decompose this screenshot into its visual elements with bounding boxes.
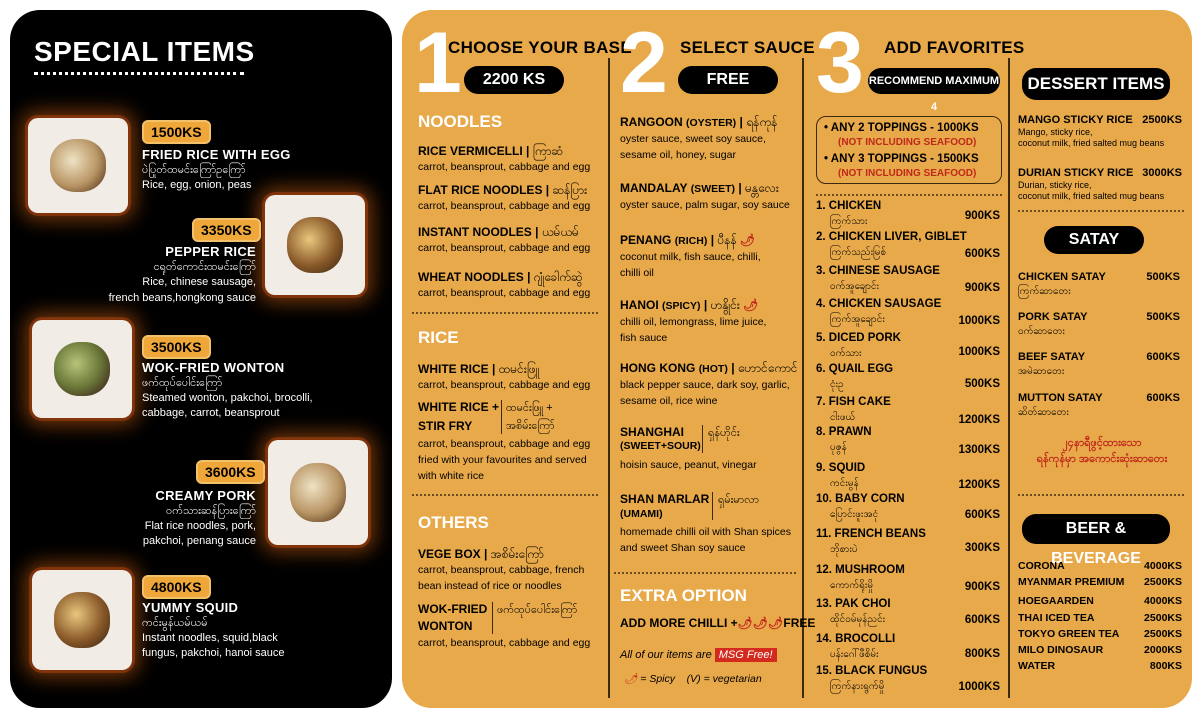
sauce-item: SHANGHAI [620, 425, 685, 439]
topping-price: 300KS [964, 542, 1000, 554]
rice-stir-mm: အစိမ်းကြော် [506, 420, 555, 432]
noodle-desc: carrot, beansprout, cabbage and egg [418, 161, 591, 173]
topping-mm: ကောက်ရိုးမှို [830, 580, 874, 591]
price-badge: 3350KS [192, 218, 261, 242]
column-divider [1008, 58, 1010, 698]
topping-mm: ပုဇွန် [830, 442, 847, 453]
chilli-icon: 🌶🌶🌶 [737, 616, 784, 630]
food-box-image [265, 195, 365, 295]
no-seafood-note: (NOT INCLUDING SEAFOOD) [838, 137, 977, 148]
sauce-desc: oyster sauce, sweet soy sauce, [620, 133, 766, 145]
others-item: WOK-FRIED [418, 602, 488, 616]
beverage-price: 2000KS [1144, 644, 1182, 656]
extra-option-title: EXTRA OPTION [620, 586, 747, 605]
sauce-desc: chilli oil [620, 267, 654, 279]
item-name: CREAMY PORK [155, 488, 256, 503]
noodle-desc: carrot, beansprout, cabbage and egg [418, 242, 591, 254]
column-divider [608, 58, 610, 698]
item-desc: pakchoi, penang sauce [142, 535, 256, 547]
topping-mm: ပန်းဂေါ်ဖီစိမ်း [830, 649, 879, 660]
topping-mm: ကြက်သား [830, 216, 868, 227]
divider [816, 194, 1002, 196]
sauce-item: HANOI (SPICY) | ဟနွိုင်း 🌶 [620, 298, 759, 312]
beverage-price: 800KS [1149, 660, 1182, 672]
topping-price: 1000KS [958, 681, 1000, 693]
topping-price: 900KS [964, 581, 1000, 593]
rice-stir-mm: ထမင်းဖြူ + [506, 402, 553, 414]
dessert-name: MANGO STICKY RICE [1018, 114, 1133, 126]
divider [501, 400, 502, 434]
item-name: FRIED RICE WITH EGG [142, 147, 291, 162]
sauce-item: SHAN MARLAR [620, 492, 710, 506]
sauce-desc: and sweet Shan soy sauce [620, 542, 746, 554]
special-items-panel [10, 10, 392, 708]
others-mm: ဖက်ထုပ်ပေါင်းကြော် [497, 604, 578, 616]
food-box-image [28, 118, 128, 213]
beverage-name: THAI ICED TEA [1018, 612, 1095, 624]
beverage-name: MILO DINOSAUR [1018, 644, 1104, 656]
sauce-item: RANGOON (OYSTER) | ရန်ကုန် [620, 115, 778, 129]
food-box-image [32, 570, 132, 670]
column-divider [802, 58, 804, 698]
topping-name: 10. BABY CORN [816, 493, 905, 505]
satay-mm: ဝက်ဆာတေး [1018, 326, 1065, 337]
step-number: 2 [620, 15, 668, 111]
topping-mm: ငုံးဥ [830, 379, 844, 390]
item-name: YUMMY SQUID [142, 600, 239, 615]
topping-name: 14. BROCOLLI [816, 633, 896, 645]
step-number: 1 [414, 15, 462, 111]
noodle-item: INSTANT NOODLES | ယမ်ယမ် [418, 225, 579, 239]
topping-mm: ငါးဖယ် [830, 412, 856, 423]
item-desc: cabbage, carrot, beansprout [142, 407, 280, 419]
item-name-mm: ဝက်သားဆန်ပြားကြော် [166, 505, 256, 517]
beverage-price: 4000KS [1144, 595, 1182, 607]
topping-name: 1. CHICKEN [816, 200, 882, 212]
noodle-item: RICE VERMICELLI | ကြာဆံ [418, 144, 563, 158]
step-title: SELECT SAUCE [680, 38, 815, 57]
price-badge: 3500KS [142, 335, 211, 359]
no-seafood-note: (NOT INCLUDING SEAFOOD) [838, 168, 977, 179]
satay-title: SATAY [1044, 226, 1144, 254]
divider [412, 312, 598, 314]
step-number: 3 [816, 15, 864, 111]
rice-stir-item: STIR FRY [418, 419, 473, 433]
topping-mm: ကြက်နားရွက်မှို [830, 681, 885, 692]
satay-note: ရန်ကုန်မှာ အကောင်းဆုံးဆာတေး [1036, 453, 1168, 465]
topping-mm: ထိုင်ဝမ်မုန်ညင်း [830, 614, 886, 625]
topping-mm: ပြောင်းဖူးအငုံ [830, 509, 879, 520]
noodle-item: WHEAT NOODLES | ဂျုံခေါက်ဆွဲ [418, 270, 583, 284]
price-badge: 1500KS [142, 120, 211, 144]
topping-name: 11. FRENCH BEANS [816, 528, 926, 540]
satay-price: 600KS [1146, 351, 1180, 363]
beverage-price: 2500KS [1144, 576, 1182, 588]
sauce-item: HONG KONG (HOT) | ဟောင်ကောင် [620, 361, 798, 375]
section-title-rice: RICE [418, 328, 459, 347]
others-item: VEGE BOX | အစိမ်းကြော် [418, 547, 544, 561]
sauce-desc: black pepper sauce, dark soy, garlic, [620, 379, 790, 391]
others-desc: carrot, beansprout, cabbage, french [418, 564, 585, 576]
combo-line: • ANY 3 TOPPINGS - 1500KS [824, 153, 979, 165]
topping-price: 500KS [964, 378, 1000, 390]
dessert-desc: coconut milk, fried salted mug beans [1018, 191, 1165, 201]
rice-stir-desc: fried with your favourites and served [418, 454, 587, 466]
topping-name: 15. BLACK FUNGUS [816, 665, 928, 677]
others-desc: carrot, beansprout, cabbage and egg [418, 637, 591, 649]
price-badge: 4800KS [142, 575, 211, 599]
noodle-desc: carrot, beansprout, cabbage and egg [418, 200, 591, 212]
item-desc: Rice, chinese sausage, [142, 276, 256, 288]
sauce-desc: hoisin sauce, peanut, vinegar [620, 459, 757, 471]
topping-name: 9. SQUID [816, 462, 866, 474]
beverage-name: WATER [1018, 660, 1056, 672]
topping-price: 600KS [964, 509, 1000, 521]
topping-price: 1000KS [958, 346, 1000, 358]
build-your-own-panel [402, 10, 1192, 708]
others-desc: bean instead of rice or noodles [418, 580, 562, 592]
sauce-tag: (SWEET+SOUR) [620, 440, 701, 452]
topping-name: 13. PAK CHOI [816, 598, 891, 610]
dessert-price: 2500KS [1142, 114, 1182, 126]
topping-name: 4. CHICKEN SAUSAGE [816, 298, 942, 310]
divider [614, 572, 796, 574]
step-title: CHOOSE YOUR BASE [448, 38, 632, 57]
beverage-price: 2500KS [1144, 628, 1182, 640]
rice-item: WHITE RICE | ထမင်းဖြူ [418, 362, 540, 376]
dessert-desc: Durian, sticky rice, [1018, 180, 1092, 190]
title-underline [34, 72, 244, 75]
satay-mm: အမဲဆာတေး [1018, 366, 1065, 377]
sauce-tag: (UMAMI) [620, 508, 663, 520]
divider [412, 494, 598, 496]
sauce-price-pill: FREE [678, 66, 778, 94]
combo-line: • ANY 2 TOPPINGS - 1000KS [824, 122, 979, 134]
topping-mm: ကြက်အူချောင်း [830, 314, 885, 325]
noodle-desc: carrot, beansprout, cabbage and egg [418, 287, 591, 299]
noodle-item: FLAT RICE NOODLES | ဆန်ပြား [418, 183, 588, 197]
satay-price: 500KS [1146, 271, 1180, 283]
item-name-mm: ဖက်ထုပ်ပေါင်းကြော် [142, 377, 223, 389]
rice-desc: carrot, beansprout, cabbage and egg [418, 379, 591, 391]
chilli-icon: 🌶 [740, 233, 756, 247]
others-item: WONTON [418, 619, 473, 633]
section-title-noodles: NOODLES [418, 112, 503, 131]
rice-stir-desc: with white rice [418, 470, 484, 482]
item-desc: Rice, egg, onion, peas [142, 179, 252, 191]
topping-name: 7. FISH CAKE [816, 396, 891, 408]
satay-price: 600KS [1146, 392, 1180, 404]
beverage-name: CORONA [1018, 560, 1065, 572]
satay-name: PORK SATAY [1018, 311, 1088, 323]
satay-note: ၂၄နာရီဖွင့်ထားသော [1062, 437, 1142, 449]
satay-name: MUTTON SATAY [1018, 392, 1103, 404]
dessert-desc: coconut milk, fried salted mug beans [1018, 138, 1165, 148]
food-box-image [32, 320, 132, 418]
sauce-desc: coconut milk, fish sauce, chilli, [620, 251, 761, 263]
topping-mm: ကင်းမွန် [830, 478, 859, 489]
satay-name: BEEF SATAY [1018, 351, 1086, 363]
beverage-title: BEER & BEVERAGE [1022, 514, 1170, 544]
topping-price: 1200KS [958, 479, 1000, 491]
sauce-desc: oyster sauce, palm sugar, soy sauce [620, 199, 790, 211]
item-name-mm: ငရုတ်ကောင်းထမင်းကြော် [153, 261, 256, 273]
beverage-name: TOKYO GREEN TEA [1018, 628, 1120, 640]
topping-price: 600KS [964, 248, 1000, 260]
sauce-desc: chilli oil, lemongrass, lime juice, [620, 316, 767, 328]
item-name-mm: ပဲပြုတ်ထမင်းကြော်ဥကြော် [142, 164, 246, 176]
satay-name: CHICKEN SATAY [1018, 271, 1106, 283]
base-price-pill: 2200 KS [464, 66, 564, 94]
topping-price: 1300KS [958, 444, 1000, 456]
food-box-image [268, 440, 368, 545]
sauce-mm: ရှမ်းမာလာ [718, 494, 760, 506]
divider [1018, 210, 1184, 212]
sauce-item: MANDALAY (SWEET) | မန္တလေး [620, 181, 779, 195]
item-name: WOK-FRIED WONTON [142, 360, 285, 375]
divider [1018, 494, 1184, 496]
legend: 🌶 = Spicy (V) = vegetarian [624, 673, 762, 685]
item-desc: Steamed wonton, pakchoi, brocolli, [142, 392, 313, 404]
recommend-pill: RECOMMEND MAXIMUM 4 [868, 68, 1000, 94]
divider [702, 425, 703, 453]
dessert-title: DESSERT ITEMS [1022, 68, 1170, 100]
topping-mm: ဝက်သား [830, 348, 862, 359]
dessert-desc: Mango, sticky rice, [1018, 127, 1093, 137]
sauce-desc: sesame oil, rice wine [620, 395, 718, 407]
item-desc: fungus, pakchoi, hanoi sauce [142, 647, 285, 659]
sauce-mm: ရှန်ဟိုင်း [708, 427, 740, 439]
msg-free-note: All of our items are MSG Free! [620, 649, 777, 661]
chilli-icon: 🌶 [624, 673, 638, 685]
item-desc: french beans,hongkong sauce [108, 292, 256, 304]
satay-mm: ဆိတ်ဆာတေး [1018, 407, 1069, 418]
topping-name: 5. DICED PORK [816, 332, 901, 344]
rice-stir-item: WHITE RICE + [418, 400, 500, 414]
chilli-icon: 🌶 [743, 298, 759, 312]
satay-mm: ကြက်ဆာတေး [1018, 286, 1071, 297]
extra-chilli-line: ADD MORE CHILLI +🌶🌶🌶FREE [620, 616, 816, 630]
sauce-desc: homemade chilli oil with Shan spices [620, 526, 791, 538]
item-name-mm: ကင်းမွန်ယမ်ယမ် [142, 617, 208, 629]
dessert-name: DURIAN STICKY RICE [1018, 167, 1134, 179]
topping-price: 900KS [964, 210, 1000, 222]
topping-price: 600KS [964, 614, 1000, 626]
sauce-item: PENANG (RICH) | ပီနန် 🌶 [620, 233, 756, 247]
topping-mm: ဘိုစားပဲ [830, 544, 858, 555]
dessert-price: 3000KS [1142, 167, 1182, 179]
divider [712, 492, 713, 520]
topping-name: 12. MUSHROOM [816, 564, 905, 576]
price-badge: 3600KS [196, 460, 265, 484]
topping-mm: ဝက်အူချောင်း [830, 281, 880, 292]
rice-stir-desc: carrot, beansprout, cabbage and egg [418, 438, 591, 450]
msg-free-badge: MSG Free! [715, 648, 777, 662]
topping-mm: ကြက်သည်းမြစ် [830, 247, 887, 258]
beverage-price: 2500KS [1144, 612, 1182, 624]
topping-price: 800KS [964, 648, 1000, 660]
beverage-price: 4000KS [1144, 560, 1182, 572]
topping-name: 8. PRAWN [816, 426, 872, 438]
step-title: ADD FAVORITES [884, 38, 1025, 57]
topping-price: 1200KS [958, 414, 1000, 426]
item-desc: Instant noodles, squid,black [142, 632, 278, 644]
satay-price: 500KS [1146, 311, 1180, 323]
beverage-name: MYANMAR PREMIUM [1018, 576, 1125, 588]
topping-name: 3. CHINESE SAUSAGE [816, 265, 940, 277]
topping-price: 900KS [964, 282, 1000, 294]
sauce-desc: fish sauce [620, 332, 668, 344]
divider [492, 602, 493, 634]
section-title-others: OTHERS [418, 513, 489, 532]
sauce-desc: sesame oil, honey, sugar [620, 149, 736, 161]
special-items-title: SPECIAL ITEMS [34, 36, 255, 67]
beverage-name: HOEGAARDEN [1018, 595, 1094, 607]
item-name: PEPPER RICE [165, 244, 256, 259]
item-desc: Flat rice noodles, pork, [144, 520, 256, 532]
topping-name: 6. QUAIL EGG [816, 363, 894, 375]
topping-price: 1000KS [958, 315, 1000, 327]
topping-name: 2. CHICKEN LIVER, GIBLET [816, 231, 967, 243]
